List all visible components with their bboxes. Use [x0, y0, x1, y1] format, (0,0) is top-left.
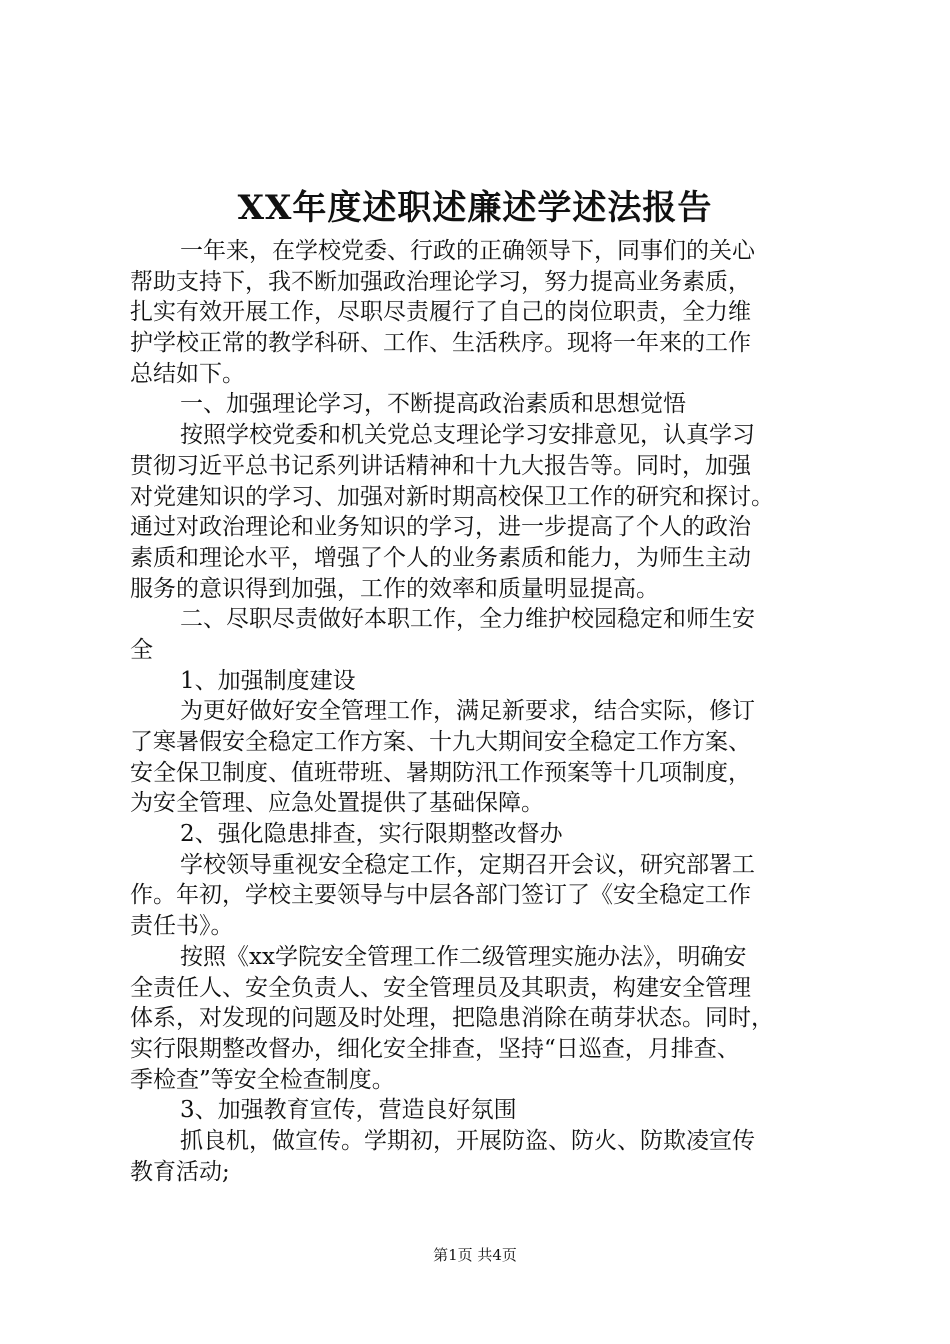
text-line: 按照学校党委和机关党总支理论学习安排意见，认真学习 — [180, 422, 755, 449]
document-body — [130, 236, 830, 1187]
page-footer: 第1页 共4页 — [433, 1246, 517, 1264]
text-line: 2、强化隐患排查，实行限期整改督办 — [180, 821, 563, 848]
text-line: 二、尽职尽责做好本职工作，全力维护校园稳定和师生安 — [180, 606, 755, 633]
text-line: 了寒暑假安全稳定工作方案、十九大期间安全稳定工作方案、 — [130, 729, 751, 755]
text-line: 学校领导重视安全稳定工作，定期召开会议，研究部署工 — [180, 851, 755, 878]
text-line: 实行限期整改督办，细化安全排查，坚持“日巡查，月排查、 — [130, 1035, 740, 1062]
text-line: 全 — [130, 636, 153, 663]
document-title: XX年度述职述廉述学述法报告 — [237, 188, 713, 228]
text-line: 为更好做好安全管理工作，满足新要求，结合实际，修订 — [180, 698, 755, 725]
text-line: 3、加强教育宣传，营造良好氛围 — [180, 1097, 517, 1124]
text-line: 对党建知识的学习、加强对新时期高校保卫工作的研究和探讨。 — [130, 483, 774, 510]
text-line: 帮助支持下，我不断加强政治理论学习，努力提高业务素质， — [130, 268, 751, 295]
text-line: 抓良机，做宣传。学期初，开展防盗、防火、防欺凌宣传 — [180, 1127, 755, 1154]
text-line: 为安全管理、应急处置提供了基础保障。 — [130, 790, 544, 817]
text-line: 一、加强理论学习，不断提高政治素质和思想觉悟 — [180, 391, 686, 418]
text-line: 扎实有效开展工作，尽职尽责履行了自己的岗位职责，全力维 — [130, 299, 751, 326]
text-line: 护学校正常的教学科研、工作、生活秩序。现将一年来的工作 — [130, 330, 751, 357]
text-line: 一年来，在学校党委、行政的正确领导下，同事们的关心 — [180, 238, 755, 264]
text-line: 1、加强制度建设 — [180, 667, 356, 694]
text-line: 作。年初，学校主要领导与中层各部门签订了《安全稳定工作 — [130, 882, 751, 909]
text-line: 责任书》。 — [130, 913, 234, 940]
text-line: 按照《xx学院安全管理工作二级管理实施办法》，明确安 — [180, 943, 747, 970]
text-line: 总结如下。 — [130, 360, 245, 387]
text-line: 体系，对发现的问题及时处理，把隐患消除在萌芽状态。同时， — [130, 1005, 774, 1032]
text-line: 全责任人、安全负责人、安全管理员及其职责，构建安全管理 — [130, 974, 751, 1001]
text-line: 贯彻习近平总书记系列讲话精神和十九大报告等。同时，加强 — [130, 452, 751, 479]
text-line: 素质和理论水平，增强了个人的业务素质和能力，为师生主动 — [130, 544, 751, 571]
text-line: 安全保卫制度、值班带班、暑期防汛工作预案等十几项制度， — [130, 759, 751, 786]
text-line: 季检查”等安全检查制度。 — [130, 1066, 395, 1093]
text-line: 通过对政治理论和业务知识的学习，进一步提高了个人的政治 — [130, 514, 751, 541]
text-line: 服务的意识得到加强，工作的效率和质量明显提高。 — [130, 575, 659, 602]
text-line: 教育活动; — [130, 1158, 230, 1185]
